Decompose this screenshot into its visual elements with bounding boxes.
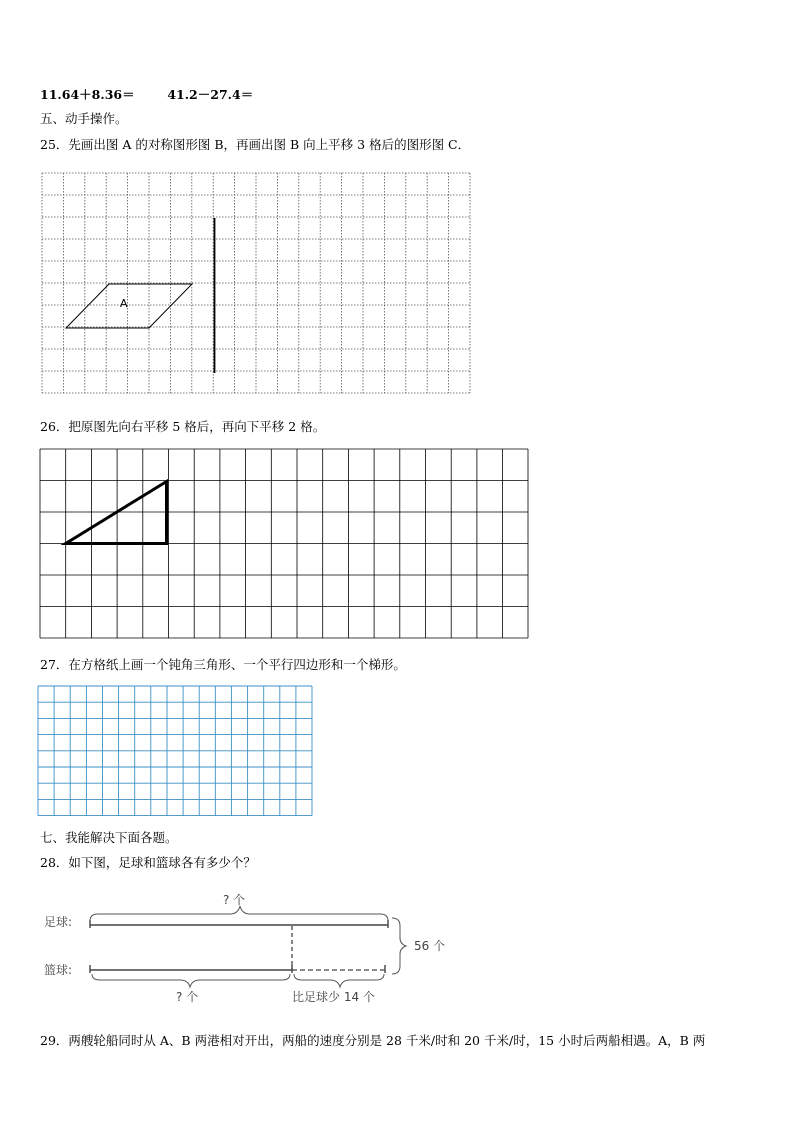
original-triangle (66, 482, 167, 544)
q25-grid (42, 173, 472, 395)
football-label: 足球: (44, 915, 73, 929)
q28-diagram (40, 888, 470, 1008)
expr-1: 11.64＋8.36＝ (40, 87, 135, 102)
section-5-title: 五、动手操作。 (40, 111, 128, 126)
q25-text: 25．先画出图 A 的对称图形图 B，再画出图 B 向上平移 3 格后的图形图 C． (40, 137, 471, 152)
q27-text: 27．在方格纸上画一个钝角三角形、一个平行四边形和一个梯形。 (40, 657, 406, 672)
difference-label: 比足球少 14 个 (292, 990, 375, 1004)
q26-text: 26．把原图先向右平移 5 格后，再向下平移 2 格。 (40, 419, 326, 434)
shape-a-label: A (120, 297, 128, 310)
football-question: ? 个 (223, 893, 246, 907)
basketball-label: 篮球: (44, 963, 73, 977)
q28-text: 28．如下图，足球和篮球各有多少个？ (40, 855, 256, 870)
basketball-question: ? 个 (176, 990, 199, 1004)
q27-grid (38, 686, 314, 817)
football-brace (90, 906, 388, 921)
total-brace (392, 918, 406, 974)
arith-row (40, 85, 253, 103)
q26-grid (40, 449, 530, 641)
section-7-title: 七、我能解决下面各题。 (40, 830, 178, 845)
expr-2: 41.2－27.4＝ (167, 87, 254, 102)
q29-text: 29．两艘轮船同时从 A、B 两港相对开出，两船的速度分别是 28 千米/时和 20 千米/时，15 小时后两船相遇。A，B 两 (40, 1033, 706, 1048)
basketball-brace (92, 974, 290, 987)
total-label: 56 个 (414, 939, 446, 953)
difference-brace (294, 974, 384, 987)
